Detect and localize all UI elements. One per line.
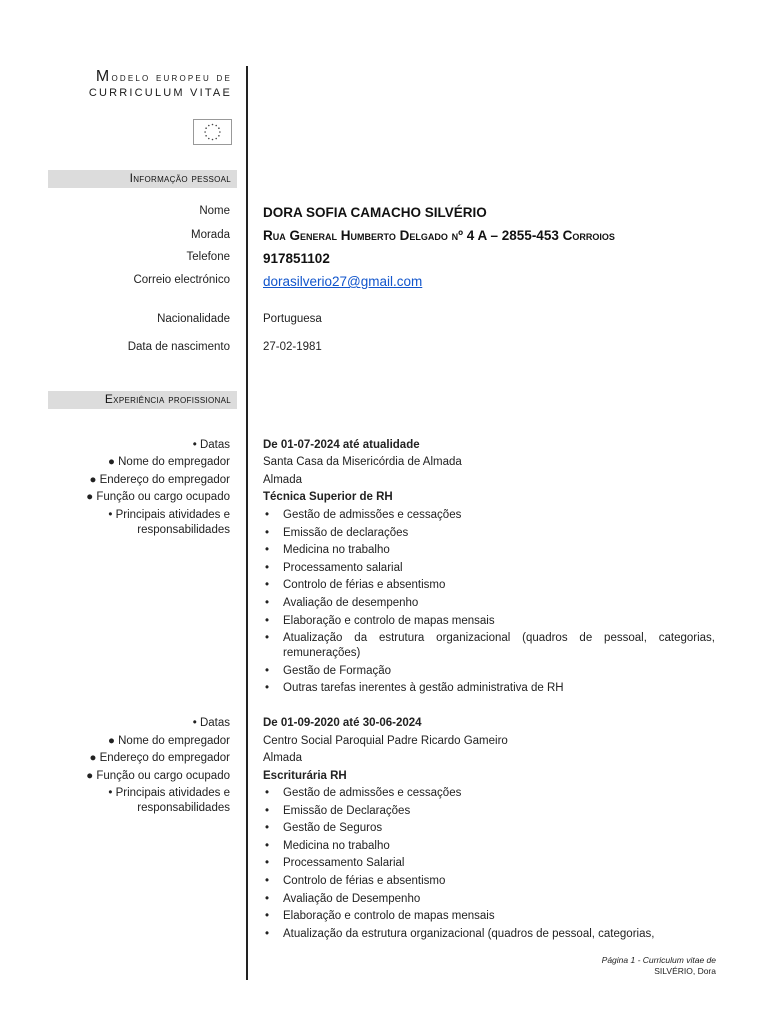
label-employer: ● Nome do empregador	[107, 735, 230, 747]
list-item: • Elaboração e controlo de mapas mensais	[263, 909, 715, 924]
list-item: • Outras tarefas inerentes à gestão administrativa de RH	[263, 681, 715, 696]
label-employer-address: ● Endereço do empregador	[89, 752, 230, 764]
label-address: Morada	[191, 229, 230, 241]
nationality: Portuguesa	[263, 313, 322, 325]
footer-line2: SILVÉRIO, Dora	[654, 966, 716, 976]
section-personal-info	[48, 170, 237, 188]
list-item: • Gestão de admissões e cessações	[263, 786, 715, 801]
list-item: • Controlo de férias e absentismo	[263, 874, 715, 889]
job-activities-list	[263, 786, 715, 944]
job-employer: Centro Social Paroquial Padre Ricardo Gameiro	[263, 735, 508, 747]
list-item: • Atualização da estrutura organizacional (quadros de pessoal, categorias,	[263, 927, 715, 942]
label-activities-cont: responsabilidades	[137, 802, 230, 814]
section-title: Informação pessoal	[129, 171, 231, 185]
job-employer-address: Almada	[263, 474, 302, 486]
birth-date: 27-02-1981	[263, 341, 322, 353]
label-birth-date: Data de nascimento	[127, 341, 230, 353]
list-item: • Processamento salarial	[263, 561, 715, 576]
list-item: • Medicina no trabalho	[263, 839, 715, 854]
job-role: Escriturária RH	[263, 770, 347, 782]
job-employer: Santa Casa da Misericórdia de Almada	[263, 456, 462, 468]
cv-title-line1: Modelo europeu de	[95, 68, 232, 85]
label-nationality: Nacionalidade	[157, 313, 230, 325]
list-item: • Gestão de Seguros	[263, 821, 715, 836]
job-activities-list	[263, 508, 715, 699]
section-title: Experiência profissional	[104, 392, 231, 406]
list-item: • Avaliação de Desempenho	[263, 892, 715, 907]
address: Rua General Humberto Delgado nº 4 A – 2855-453 Corroios	[263, 228, 615, 243]
email-link[interactable]: dorasilverio27@gmail.com	[263, 274, 423, 289]
eu-flag-icon	[193, 119, 232, 145]
label-activities: • Principais atividades e	[108, 509, 230, 521]
list-item: • Elaboração e controlo de mapas mensais	[263, 614, 715, 629]
label-dates: • Datas	[192, 439, 230, 451]
footer-line1: Página 1 - Curriculum vitae de	[601, 955, 716, 965]
list-item: • Atualização da estrutura organizacional (quadros de pessoal, categorias, remunerações)	[263, 631, 715, 661]
list-item: • Controlo de férias e absentismo	[263, 578, 715, 593]
job-employer-address: Almada	[263, 752, 302, 764]
list-item: • Medicina no trabalho	[263, 543, 715, 558]
list-item: • Gestão de Formação	[263, 664, 715, 679]
list-item: • Emissão de Declarações	[263, 804, 715, 819]
list-item: • Processamento Salarial	[263, 856, 715, 871]
section-work-experience	[48, 391, 237, 409]
list-item: • Avaliação de desempenho	[263, 596, 715, 611]
label-email: Correio electrónico	[133, 274, 230, 286]
label-employer: ● Nome do empregador	[107, 456, 230, 468]
phone: 917851102	[263, 251, 330, 266]
label-name: Nome	[199, 205, 230, 217]
label-role: ● Função ou cargo ocupado	[86, 770, 230, 782]
label-employer-address: ● Endereço do empregador	[89, 474, 230, 486]
label-activities: • Principais atividades e	[108, 787, 230, 799]
label-role: ● Função ou cargo ocupado	[86, 491, 230, 503]
list-item: • Gestão de admissões e cessações	[263, 508, 715, 523]
page-footer	[602, 955, 716, 977]
vertical-divider	[246, 66, 248, 980]
job-role: Técnica Superior de RH	[263, 491, 393, 503]
full-name: DORA SOFIA CAMACHO SILVÉRIO	[263, 205, 487, 220]
label-dates: • Datas	[192, 717, 230, 729]
list-item: • Emissão de declarações	[263, 526, 715, 541]
cv-title-line2: CURRICULUM VITAE	[88, 87, 232, 99]
job-dates: De 01-09-2020 até 30-06-2024	[263, 717, 422, 729]
label-activities-cont: responsabilidades	[137, 524, 230, 536]
job-dates: De 01-07-2024 até atualidade	[263, 439, 420, 451]
label-phone: Telefone	[186, 251, 230, 263]
